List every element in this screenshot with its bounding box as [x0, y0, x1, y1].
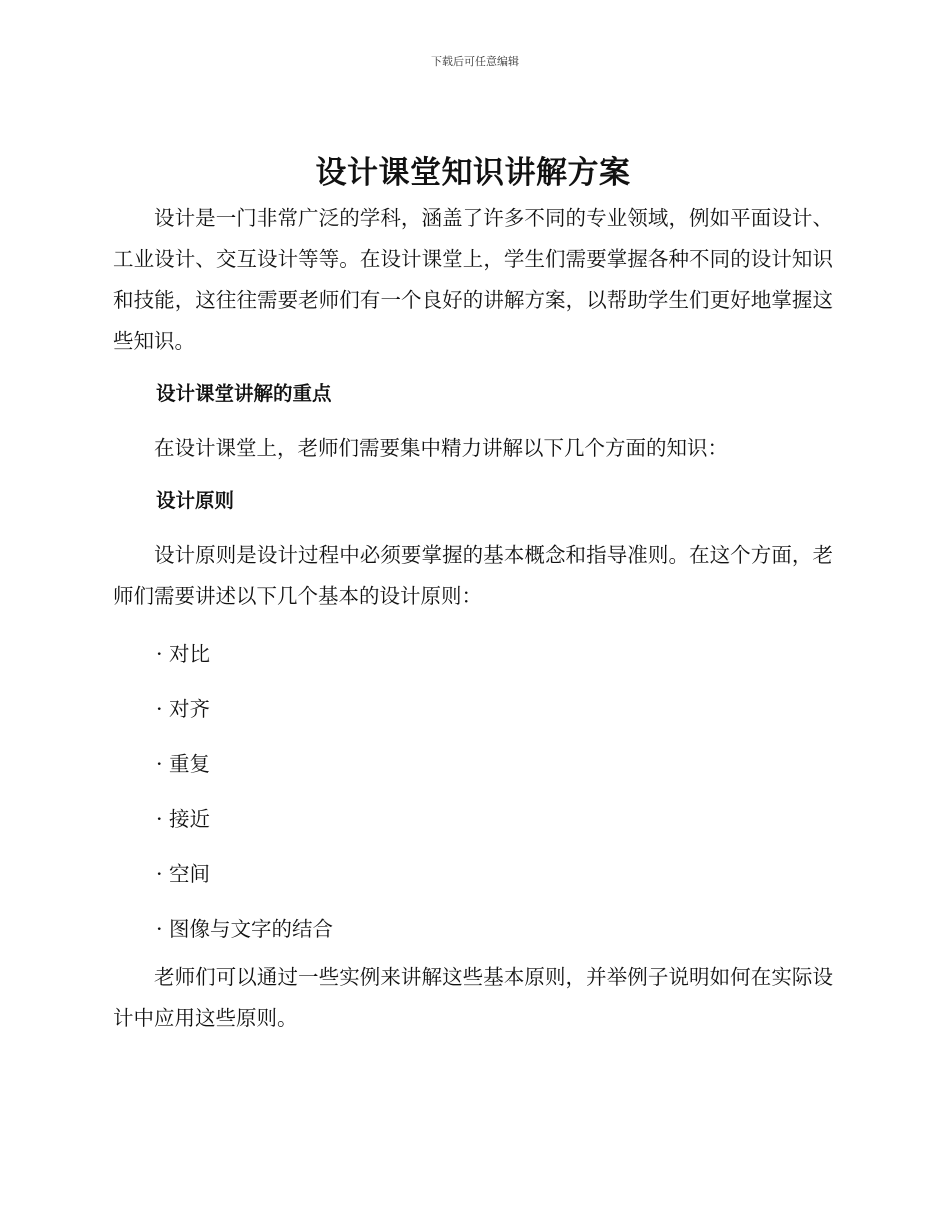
list-item: · 空间 [156, 862, 211, 886]
list-item: · 接近 [156, 807, 211, 831]
closing-paragraph: 老师们可以通过一些实例来讲解这些基本原则，并举例子说明如何在实际设计中应用这些原则。 [113, 965, 833, 1030]
header-note: 下载后可任意编辑 [431, 55, 519, 68]
section-principles-paragraph: 设计原则是设计过程中必须要掌握的基本概念和指导准则。在这个方面，老师们需要讲述以下几个基本的设计原则： [113, 543, 833, 608]
list-item: · 图像与文字的结合 [156, 917, 334, 941]
list-item: · 对比 [156, 642, 211, 666]
principles-list [113, 627, 833, 957]
section-heading-principles: 设计原则 [156, 489, 235, 512]
list-item: · 对齐 [156, 697, 211, 721]
document-body [113, 150, 833, 1039]
section-heading-focus: 设计课堂讲解的重点 [156, 382, 332, 405]
section-focus-paragraph: 在设计课堂上，老师们需要集中精力讲解以下几个方面的知识： [154, 436, 728, 460]
list-item: · 重复 [156, 752, 211, 776]
document-title: 设计课堂知识讲解方案 [315, 155, 631, 191]
intro-paragraph: 设计是一门非常广泛的学科，涵盖了许多不同的专业领域，例如平面设计、工业设计、交互设计等等。在设计课堂上，学生们需要掌握各种不同的设计知识和技能，这往往需要老师们有一个良好的讲解方案，以帮助学生们更好地掌握这些知识。 [113, 206, 833, 353]
